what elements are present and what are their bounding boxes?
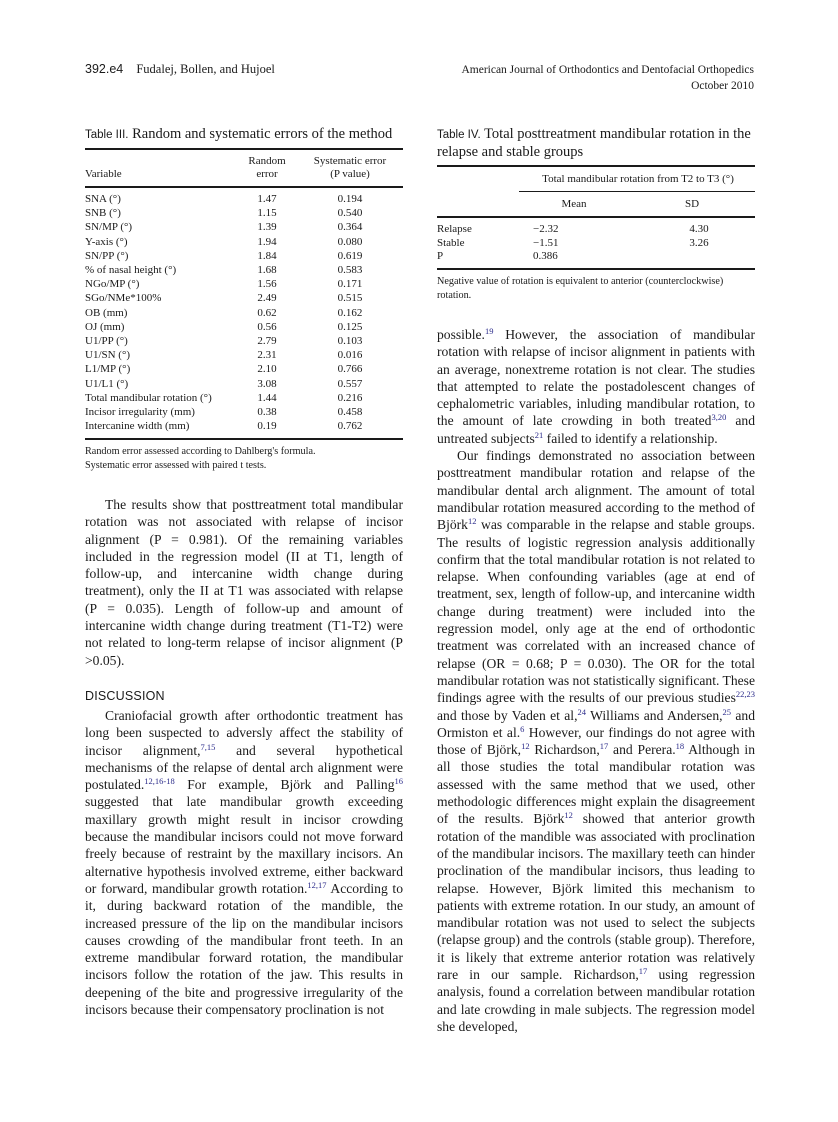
cell-group: Relapse bbox=[437, 223, 472, 236]
cell-p-value: 0.515 bbox=[337, 292, 363, 305]
citation[interactable]: 22,23 bbox=[735, 689, 755, 700]
citation[interactable]: 12,16-18 bbox=[144, 776, 175, 787]
right-column bbox=[437, 126, 755, 303]
discussion-paragraph-2: possible.$^{19}$ However, the association of mandibular rotation with relapse of incisor alignment in patients with an average, nonextreme rotation is not clear. The studies that attempted to relate the postadolescent changes of cephalometric variables, inluding mandibular rotation, to the amount of late crowding in both treated$^{3,20}$ and untreated subjects$^{21}$ failed to identify a relationship. bbox=[437, 326, 755, 446]
cell-p-value: 0.557 bbox=[337, 377, 363, 390]
cell-mean: −1.51 bbox=[533, 236, 559, 249]
table-row bbox=[85, 334, 403, 348]
table-row bbox=[437, 223, 755, 236]
table-4-spanner: Total mandibular rotation from T2 to T3 (°) bbox=[542, 173, 734, 185]
table-3-notes bbox=[85, 440, 403, 473]
table-row bbox=[85, 377, 403, 391]
table-row bbox=[85, 220, 403, 234]
cell-p-value: 0.762 bbox=[337, 420, 363, 433]
citation[interactable]: 17 bbox=[638, 965, 648, 976]
cell-sd: 3.26 bbox=[689, 236, 709, 249]
table-row bbox=[85, 306, 403, 320]
table-row bbox=[85, 263, 403, 277]
cell-p-value: 0.125 bbox=[337, 320, 363, 333]
cell-p-value: 0.458 bbox=[337, 406, 363, 419]
page-number: 392.e4 bbox=[85, 62, 124, 76]
cell-random-error: 1.84 bbox=[257, 249, 277, 262]
cell-variable: U1/PP (°) bbox=[85, 335, 128, 348]
cell-variable: U1/L1 (°) bbox=[85, 377, 129, 390]
running-header-left bbox=[85, 62, 275, 77]
cell-random-error: 0.38 bbox=[257, 406, 277, 419]
cell-random-error: 1.15 bbox=[257, 207, 277, 220]
left-column bbox=[85, 126, 403, 473]
table-3-header-rule bbox=[85, 186, 403, 188]
cell-random-error: 3.08 bbox=[257, 377, 277, 390]
table-4-caption bbox=[437, 126, 755, 161]
cell-random-error: 2.31 bbox=[257, 349, 277, 362]
table-4-title: Total posttreatment mandibular rotation in the relapse and stable groups bbox=[437, 126, 751, 160]
table-4-header-rule bbox=[437, 216, 755, 218]
citation[interactable]: 12,17 bbox=[307, 879, 327, 890]
results-paragraph: The results show that posttreatment total mandibular rotation was not associated with relapse of incisor alignment (P = 0.981). Of the remaining variables included in the regression model (II at T1, length of follow-up, and intercanine width change during treatment), only the II at T1 was associated with relapse (P = 0.035). Length of follow-up and amount of intercanine width change during treatment (T1-T2) were not related to long-term relapse of incisor alignment (P >0.05). bbox=[85, 497, 403, 668]
cell-random-error: 2.10 bbox=[257, 363, 277, 376]
cell-random-error: 1.44 bbox=[257, 391, 277, 404]
header-random-line2: error bbox=[256, 168, 278, 180]
table-row bbox=[85, 291, 403, 305]
cell-random-error: 1.68 bbox=[257, 264, 277, 277]
cell-p-value: 0.080 bbox=[337, 235, 363, 248]
cell-random-error: 1.94 bbox=[257, 235, 277, 248]
cell-group: P bbox=[437, 250, 444, 263]
table-4-header bbox=[437, 192, 755, 216]
header-random-line1: Random bbox=[248, 155, 286, 167]
table-3-title: Random and systematic errors of the method bbox=[132, 126, 393, 142]
cell-random-error: 2.49 bbox=[257, 292, 277, 305]
cell-p-value: 0.103 bbox=[337, 335, 363, 348]
left-column-text bbox=[85, 496, 403, 1018]
citation[interactable]: 6 bbox=[520, 723, 525, 734]
cell-variable: % of nasal height (°) bbox=[85, 264, 177, 277]
cell-variable: OJ (mm) bbox=[85, 320, 125, 333]
cell-random-error: 0.19 bbox=[257, 420, 277, 433]
cell-random-error: 0.62 bbox=[257, 306, 277, 319]
citation[interactable]: 12 bbox=[564, 810, 573, 821]
cell-sd bbox=[643, 250, 755, 263]
cell-variable: L1/MP (°) bbox=[85, 363, 131, 376]
citation[interactable]: 19 bbox=[484, 326, 494, 336]
citation[interactable]: 16 bbox=[394, 776, 403, 787]
table-3-grid bbox=[85, 150, 403, 186]
table-3-note: Random error assessed according to Dahlberg's formula. bbox=[85, 446, 316, 458]
table-3 bbox=[85, 126, 403, 473]
table-3-body bbox=[85, 192, 403, 433]
table-row bbox=[85, 277, 403, 291]
table-row bbox=[437, 237, 755, 250]
citation[interactable]: 3,20 bbox=[711, 412, 727, 423]
cell-p-value: 0.583 bbox=[337, 264, 363, 277]
cell-mean: −2.32 bbox=[533, 223, 559, 236]
table-3-header-row bbox=[85, 150, 403, 186]
citation[interactable]: 18 bbox=[675, 741, 685, 752]
cell-random-error: 2.79 bbox=[257, 335, 277, 348]
cell-variable: SNA (°) bbox=[85, 193, 121, 205]
cell-variable: SNB (°) bbox=[85, 207, 121, 220]
cell-variable: SN/PP (°) bbox=[85, 249, 129, 262]
right-column-text bbox=[437, 326, 755, 1035]
table-4-header-row bbox=[437, 192, 755, 216]
table-row bbox=[85, 206, 403, 220]
header-sd: SD bbox=[684, 198, 700, 210]
cell-random-error: 1.56 bbox=[257, 278, 277, 291]
table-row bbox=[85, 192, 403, 206]
table-3-label: Table III. bbox=[85, 129, 129, 141]
discussion-paragraph-1: Craniofacial growth after orthodontic treatment has long been suspected to adversly affect the stability of incisor alignment,$^{7,15}$ and several hypothetical mechanisms of the relapse of dental arch alignment were postulated.$^{12,16-18}$ For example, Björk and Palling$^{16}$ suggested that late mandibular growth exceeding maxillary growth might result in incisor crowding because the mandibular incisors could not move forward freely because of restraint by the maxillary incisors. An alternative hypothesis involved extreme, either backward or forward, mandibular growth rotation.$^{12,17}$ According to it, during backward rotation of the mandible, the increased pressure of the lip on the mandibular incisors causes crowding of the mandibular front teeth. In an extreme mandibular forward rotation, the mandibular incisors follow the rotation of the jaw. This results in deepening of the bite and progressive irregularity of the incisors because their compensatory proclination is not bbox=[85, 707, 403, 1018]
cell-p-value: 0.540 bbox=[337, 207, 363, 220]
table-row bbox=[85, 348, 403, 362]
cell-sd: 4.30 bbox=[689, 223, 709, 236]
cell-variable: NGo/MP (°) bbox=[85, 278, 140, 291]
cell-p-value: 0.162 bbox=[337, 306, 363, 319]
header-systematic-error bbox=[297, 150, 403, 186]
authors: Fudalej, Bollen, and Hujoel bbox=[136, 62, 275, 76]
table-row bbox=[85, 391, 403, 405]
discussion-paragraph-3: Our findings demonstrated no association between posttreatment mandibular rotation and relapse of the mandibular dental arch alignment. The amount of total mandibular rotation measured according to the method of Björk$^{12}$ was comparable in the relapse and stable groups. The results of logistic regression analysis additionally confirm that the total mandibular rotation is not related to relapse. When confounding variables (age at end of treatment, sex, length of follow-up, and intercanine width change during treatment) were included into the regression model, only age at the end of orthodontic treatment was correlated with an increased chance of relapse (OR = 0.68; P = 0.030). The OR for the total mandibular rotation was not statistically significant. These findings agree with the results of our previous studies$^{22,23}$ and those by Vaden et al,$^{24}$ Williams and Andersen,$^{25}$ and Ormiston et al.$^6$ However, our findings do not agree with those of Björk,$^{12}$ Richardson,$^{17}$ and Perera.$^{18}$ Although in all those studies the total mandibular rotation was assessed with the same method that we used, other methodologic differences might explain the disagreement of the results. Björk$^{12}$ showed that anterior growth rotation of the mandible was associated with proclination of the mandibular incisors. The maxillary teeth can hinder proclination of the mandibular incisors, thus leading to relapse. However, Björk limited this mechanism to patients with extreme rotation. In our study, an amount of mandibular rotation was not used to select the subjects (relapse group) and the controls (stable group). Therefore, it is likely that extreme anterior rotation was relatively rare in our sample. Richardson,$^{17}$ using regression analysis, found a correlation between mandibular rotation and late crowding in male subjects. The regression model she developed, bbox=[437, 448, 756, 1034]
table-4-note: Negative value of rotation is equivalent to anterior (counterclockwise) rotation. bbox=[437, 275, 724, 301]
cell-variable: Y-axis (°) bbox=[85, 235, 128, 248]
cell-p-value: 0.766 bbox=[337, 363, 363, 376]
table-row bbox=[85, 419, 403, 433]
cell-p-value: 0.619 bbox=[337, 249, 363, 262]
cell-variable: SN/MP (°) bbox=[85, 221, 133, 234]
cell-variable: Intercanine width (mm) bbox=[85, 420, 190, 433]
cell-variable: OB (mm) bbox=[85, 306, 128, 319]
cell-p-value: 0.171 bbox=[337, 278, 363, 291]
section-heading-discussion: DISCUSSION bbox=[85, 688, 165, 703]
cell-mean: 0.386 bbox=[533, 250, 558, 263]
cell-p-value: 0.216 bbox=[337, 391, 363, 404]
cell-variable: U1/SN (°) bbox=[85, 349, 131, 362]
cell-random-error: 0.56 bbox=[257, 320, 277, 333]
cell-p-value: 0.016 bbox=[337, 349, 363, 362]
citation[interactable]: 12 bbox=[467, 516, 477, 527]
citation[interactable]: 17 bbox=[599, 741, 609, 752]
cell-random-error: 1.47 bbox=[257, 193, 277, 205]
cell-random-error: 1.39 bbox=[257, 221, 277, 234]
cell-variable: SGo/NMe*100% bbox=[85, 292, 162, 305]
citation[interactable]: 12 bbox=[521, 741, 530, 752]
table-row bbox=[85, 320, 403, 334]
table-row bbox=[85, 235, 403, 249]
citation[interactable]: 21 bbox=[534, 429, 544, 440]
issue-date: October 2010 bbox=[691, 80, 754, 92]
running-header-right bbox=[461, 62, 754, 94]
cell-variable: Total mandibular rotation (°) bbox=[85, 391, 212, 404]
cell-group: Stable bbox=[437, 236, 465, 249]
citation[interactable]: 24 bbox=[577, 706, 586, 717]
cell-p-value: 0.194 bbox=[337, 193, 363, 205]
header-systematic-line2: (P value) bbox=[330, 168, 370, 180]
header-mean: Mean bbox=[561, 198, 587, 210]
header-variable: Variable bbox=[85, 168, 122, 180]
table-row bbox=[437, 250, 755, 263]
header-random-error bbox=[237, 150, 297, 186]
header-systematic-line1: Systematic error bbox=[313, 155, 387, 167]
table-row bbox=[85, 405, 403, 419]
cell-p-value: 0.364 bbox=[337, 221, 363, 234]
table-4-label: Table IV. bbox=[437, 129, 481, 141]
cell-variable: Incisor irregularity (mm) bbox=[85, 406, 195, 419]
table-3-caption bbox=[85, 126, 403, 144]
table-row bbox=[85, 362, 403, 376]
table-3-note: Systematic error assessed with paired t tests. bbox=[85, 460, 267, 472]
journal-name: American Journal of Orthodontics and Dentofacial Orthopedics bbox=[461, 64, 754, 76]
citation[interactable]: 25 bbox=[722, 706, 732, 717]
table-4-body bbox=[437, 223, 755, 263]
table-row bbox=[85, 249, 403, 263]
citation[interactable]: 7,15 bbox=[200, 741, 216, 752]
table-4 bbox=[437, 126, 755, 303]
